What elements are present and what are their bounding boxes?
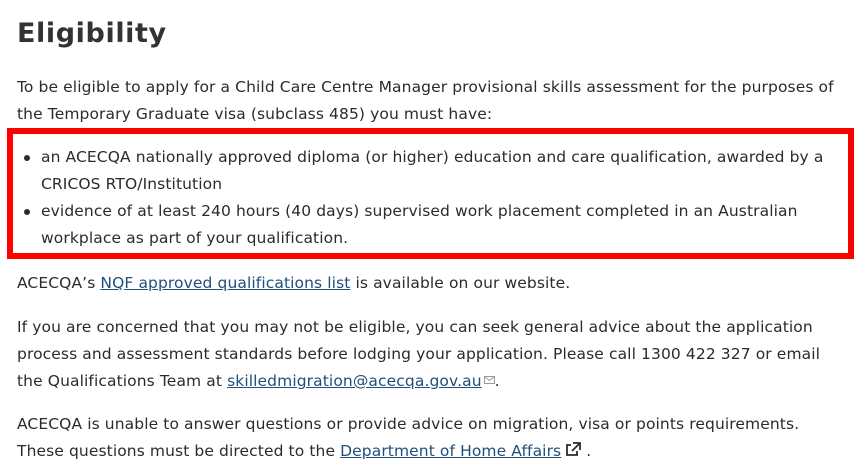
requirement-item: an ACECQA nationally approved diploma (or higher) education and care qualification, awarded by a CRICOS RTO/Institution	[41, 144, 864, 198]
concern-text: If you are concerned that you may not be eligible, you can seek general advice about the application process and assessment standards before lodging your application. Please call 1300 422 327 or email the Qualifications Team at	[17, 318, 821, 390]
page-title: Eligibility	[17, 18, 167, 49]
qualifications-list-paragraph	[17, 270, 847, 297]
concern-suffix: .	[494, 372, 500, 390]
requirements-list	[17, 144, 864, 252]
envelope-icon	[484, 376, 495, 384]
home-affairs-link[interactable]: Department of Home Affairs	[340, 442, 562, 460]
external-link-icon	[565, 442, 581, 457]
migration-suffix: .	[581, 442, 592, 460]
qualifications-prefix: ACECQA’s	[17, 274, 101, 292]
concern-paragraph	[17, 314, 847, 395]
migration-text: ACECQA is unable to answer questions or provide advice on migration, visa or points requirements. These questions must be directed to the	[17, 415, 800, 460]
nqf-qualifications-link[interactable]: NQF approved qualifications list	[100, 274, 351, 292]
intro-paragraph: To be eligible to apply for a Child Care Centre Manager provisional skills assessment for the purposes of the Temporary Graduate visa (subclass 485) you must have:	[17, 78, 834, 123]
email-link[interactable]: skilledmigration@acecqa.gov.au	[227, 372, 482, 390]
qualifications-suffix: is available on our website.	[350, 274, 571, 292]
migration-paragraph	[17, 411, 847, 465]
requirement-item: evidence of at least 240 hours (40 days) supervised work placement completed in an Australian workplace as part of your qualification.	[41, 198, 864, 252]
